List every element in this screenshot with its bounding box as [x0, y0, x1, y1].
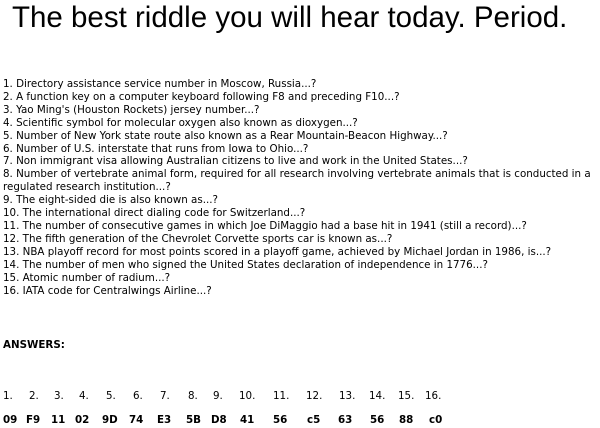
answer-value: 09 [3, 414, 18, 426]
answer-value: 41 [240, 414, 255, 426]
answer-number: 13. [339, 390, 356, 402]
question-item: 7. Non immigrant visa allowing Australian citizens to live and work in the United States...? [3, 155, 468, 168]
answer-value: 88 [399, 414, 414, 426]
answer-value: 02 [75, 414, 90, 426]
answer-value: 9D [102, 414, 118, 426]
answer-number: 4. [79, 390, 89, 402]
answer-value: 63 [338, 414, 353, 426]
question-item: 4. Scientific symbol for molecular oxygen also known as dioxygen...? [3, 116, 358, 129]
question-item: 8. Number of vertebrate animal form, required for all research involving vertebrate animals that is conducted in a regulated research institution...? [3, 168, 591, 194]
answer-value: 56 [273, 414, 288, 426]
answer-number: 1. [3, 390, 13, 402]
question-item: 12. The fifth generation of the Chevrolet Corvette sports car is known as...? [3, 232, 393, 245]
answer-number: 11. [273, 390, 290, 402]
answer-number: 6. [133, 390, 143, 402]
question-item: 2. A function key on a computer keyboard following F8 and preceding F10...? [3, 90, 400, 103]
riddle-question-list [3, 78, 600, 297]
answer-number: 12. [306, 390, 323, 402]
question-item: 6. Number of U.S. interstate that runs from Iowa to Ohio...? [3, 142, 309, 155]
question-item: 5. Number of New York state route also known as a Rear Mountain-Beacon Highway...? [3, 129, 448, 142]
question-item: 11. The number of consecutive games in which Joe DiMaggio had a base hit in 1941 (still a record)...? [3, 219, 527, 232]
answer-number: 15. [398, 390, 415, 402]
question-item: 9. The eight-sided die is also known as...? [3, 194, 219, 207]
answer-value: 74 [129, 414, 144, 426]
question-item: 3. Yao Ming's (Houston Rockets) jersey number...? [3, 103, 260, 116]
answer-number: 10. [239, 390, 256, 402]
answer-value: E3 [157, 414, 172, 426]
answer-value: c5 [307, 414, 321, 426]
answer-value: F9 [26, 414, 41, 426]
answer-value: c0 [429, 414, 443, 426]
answers-heading: ANSWERS: [3, 339, 65, 351]
answer-number: 14. [369, 390, 386, 402]
question-item: 15. Atomic number of radium...? [3, 271, 171, 284]
question-item: 13. NBA playoff record for most points scored in a playoff game, achieved by Michael Jordan in 1986, is...? [3, 245, 552, 258]
answer-number: 8. [188, 390, 198, 402]
question-item: 10. The international direct dialing code for Switzerland...? [3, 207, 306, 220]
answer-value: 56 [370, 414, 385, 426]
answer-number: 9. [213, 390, 223, 402]
answer-value-row [0, 414, 600, 428]
answer-number: 2. [29, 390, 39, 402]
answer-number-row [0, 390, 600, 404]
question-item: 1. Directory assistance service number in Moscow, Russia...? [3, 78, 317, 90]
question-item: 14. The number of men who signed the United States declaration of independence in 1776...? [3, 258, 488, 271]
answer-number: 16. [425, 390, 442, 402]
answer-number: 5. [106, 390, 116, 402]
answer-value: 11 [51, 414, 66, 426]
page-title: The best riddle you will hear today. Period. [12, 1, 568, 34]
answer-value: D8 [211, 414, 227, 426]
answer-number: 7. [160, 390, 170, 402]
question-item: 16. IATA code for Centralwings Airline...? [3, 284, 212, 297]
answer-number: 3. [54, 390, 64, 402]
answer-value: 5B [186, 414, 202, 426]
